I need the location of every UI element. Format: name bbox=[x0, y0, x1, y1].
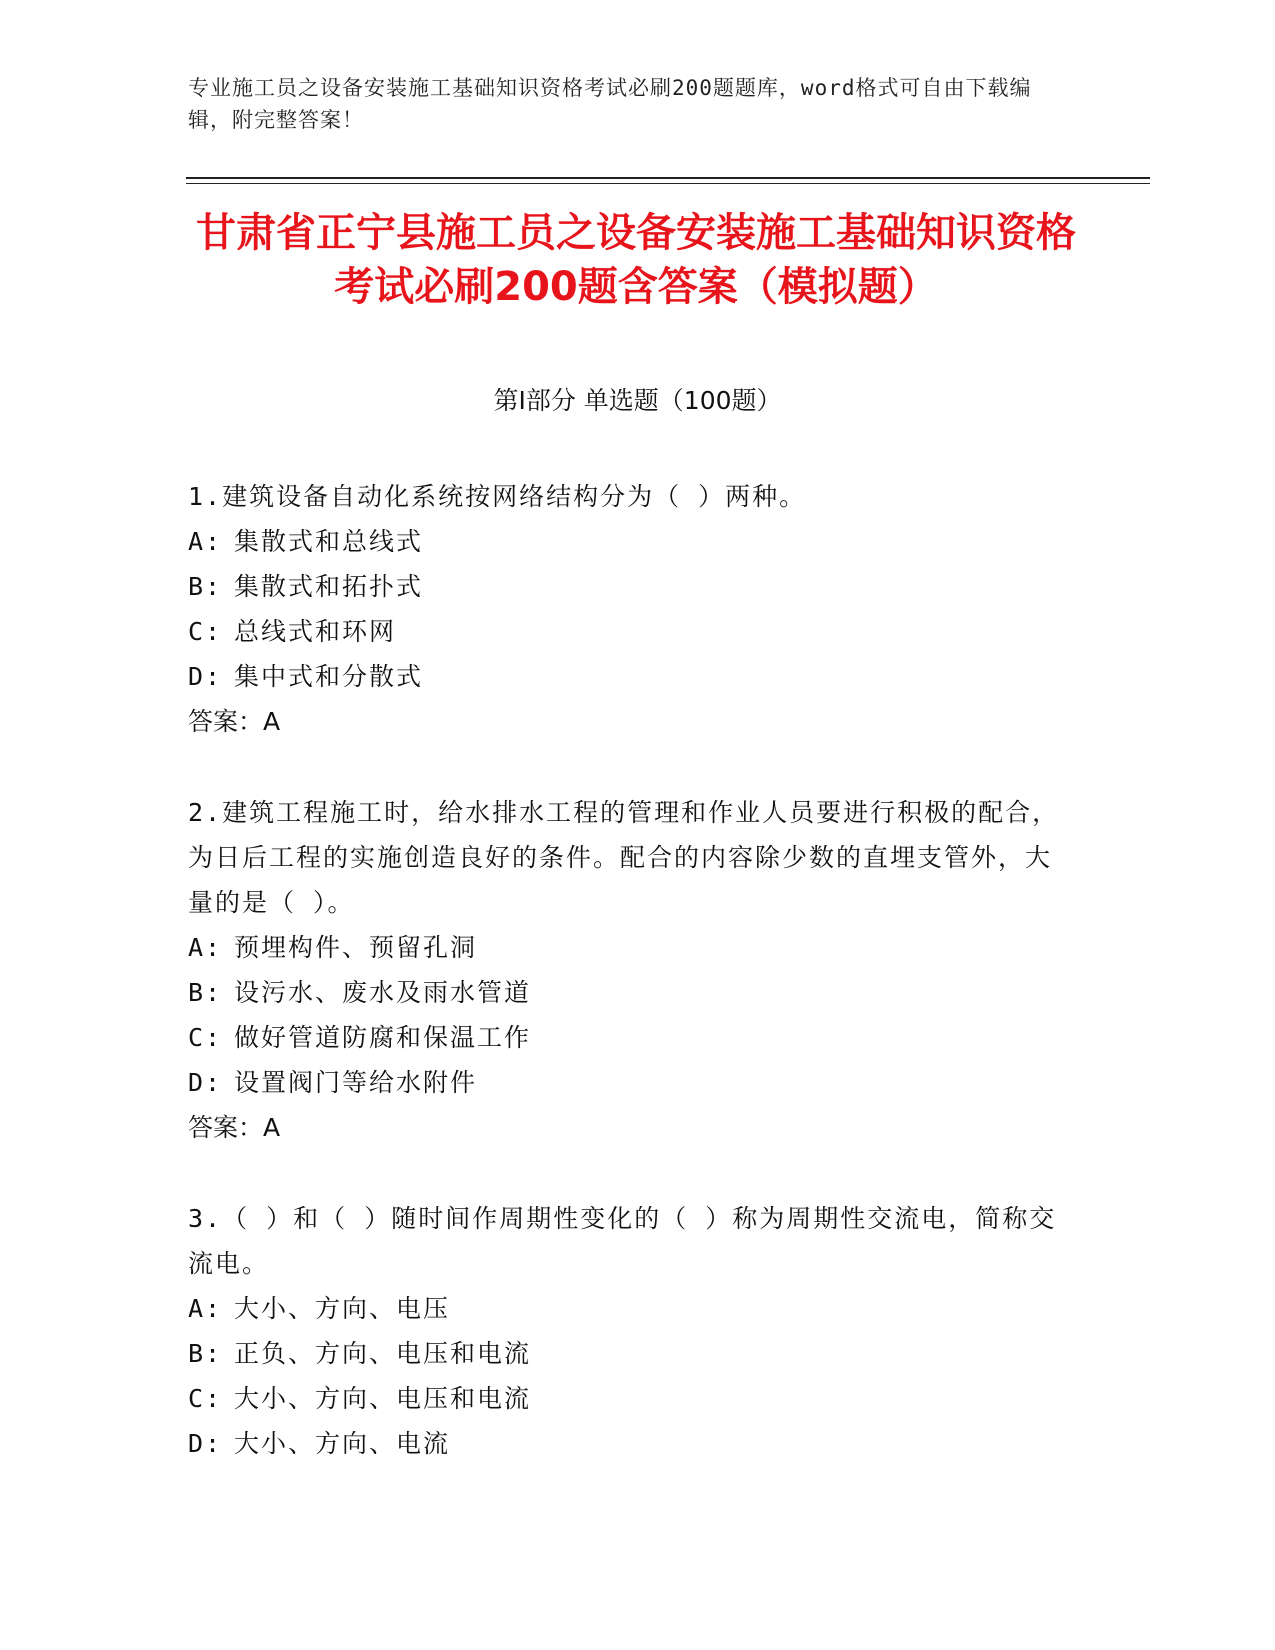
option-c bbox=[188, 1376, 1068, 1421]
question-1 bbox=[188, 474, 1068, 744]
option-b bbox=[188, 970, 1068, 1015]
header-divider-thin bbox=[186, 183, 1150, 184]
option-text: 设污水、废水及雨水管道 bbox=[234, 978, 532, 1007]
header-divider-thick bbox=[186, 177, 1150, 179]
option-text: 大小、方向、电压 bbox=[234, 1294, 451, 1323]
option-a bbox=[188, 1286, 1068, 1331]
document-title: 甘肃省正宁县施工员之设备安装施工基础知识资格考试必刷200题含答案（模拟题） bbox=[196, 210, 1076, 310]
option-text: 正负、方向、电压和电流 bbox=[234, 1339, 532, 1368]
answer-label: 答案： bbox=[188, 1113, 264, 1142]
question-list bbox=[188, 474, 1068, 1512]
option-text: 大小、方向、电压和电流 bbox=[234, 1384, 532, 1413]
question-stem: 1.建筑设备自动化系统按网络结构分为（ ）两种。 bbox=[188, 482, 807, 511]
option-d bbox=[188, 1421, 1068, 1466]
option-text: 集散式和总线式 bbox=[234, 527, 424, 556]
option-a bbox=[188, 925, 1068, 970]
option-text: 预埋构件、预留孔洞 bbox=[234, 933, 478, 962]
option-c bbox=[188, 609, 1068, 654]
question-stem: 3.（ ）和（ ）随时间作周期性变化的（ ）称为周期性交流电，简称交流电。 bbox=[188, 1204, 1057, 1278]
option-text: 集中式和分散式 bbox=[234, 662, 424, 691]
option-letter: C: bbox=[188, 1384, 223, 1413]
option-letter: C: bbox=[188, 1023, 223, 1052]
answer-value: A bbox=[263, 1113, 281, 1142]
option-letter: D: bbox=[188, 1429, 223, 1458]
answer-line bbox=[188, 699, 1068, 744]
option-letter: B: bbox=[188, 978, 223, 1007]
option-text: 做好管道防腐和保温工作 bbox=[234, 1023, 532, 1052]
option-letter: A: bbox=[188, 933, 223, 962]
option-letter: C: bbox=[188, 617, 223, 646]
question-3 bbox=[188, 1196, 1068, 1466]
option-letter: B: bbox=[188, 572, 223, 601]
option-a bbox=[188, 519, 1068, 564]
option-text: 集散式和拓扑式 bbox=[234, 572, 424, 601]
answer-line bbox=[188, 1105, 1068, 1150]
answer-label: 答案： bbox=[188, 707, 264, 736]
option-letter: B: bbox=[188, 1339, 223, 1368]
option-text: 设置阀门等给水附件 bbox=[234, 1068, 478, 1097]
option-b bbox=[188, 1331, 1068, 1376]
option-letter: A: bbox=[188, 1294, 223, 1323]
question-2 bbox=[188, 790, 1068, 1150]
option-letter: D: bbox=[188, 662, 223, 691]
answer-value: A bbox=[263, 707, 281, 736]
option-text: 总线式和环网 bbox=[234, 617, 397, 646]
header-note: 专业施工员之设备安装施工基础知识资格考试必刷200题题库，word格式可自由下载编辑，附完整答案！ bbox=[188, 76, 1032, 132]
option-letter: A: bbox=[188, 527, 223, 556]
question-stem: 2.建筑工程施工时，给水排水工程的管理和作业人员要进行积极的配合，为日后工程的实施创造良好的条件。配合的内容除少数的直埋支管外，大量的是（ ）。 bbox=[188, 798, 1060, 917]
option-c bbox=[188, 1015, 1068, 1060]
option-letter: D: bbox=[188, 1068, 223, 1097]
option-d bbox=[188, 1060, 1068, 1105]
option-b bbox=[188, 564, 1068, 609]
section-heading: 第Ⅰ部分 单选题（100题） bbox=[493, 386, 782, 415]
option-text: 大小、方向、电流 bbox=[234, 1429, 451, 1458]
option-d bbox=[188, 654, 1068, 699]
